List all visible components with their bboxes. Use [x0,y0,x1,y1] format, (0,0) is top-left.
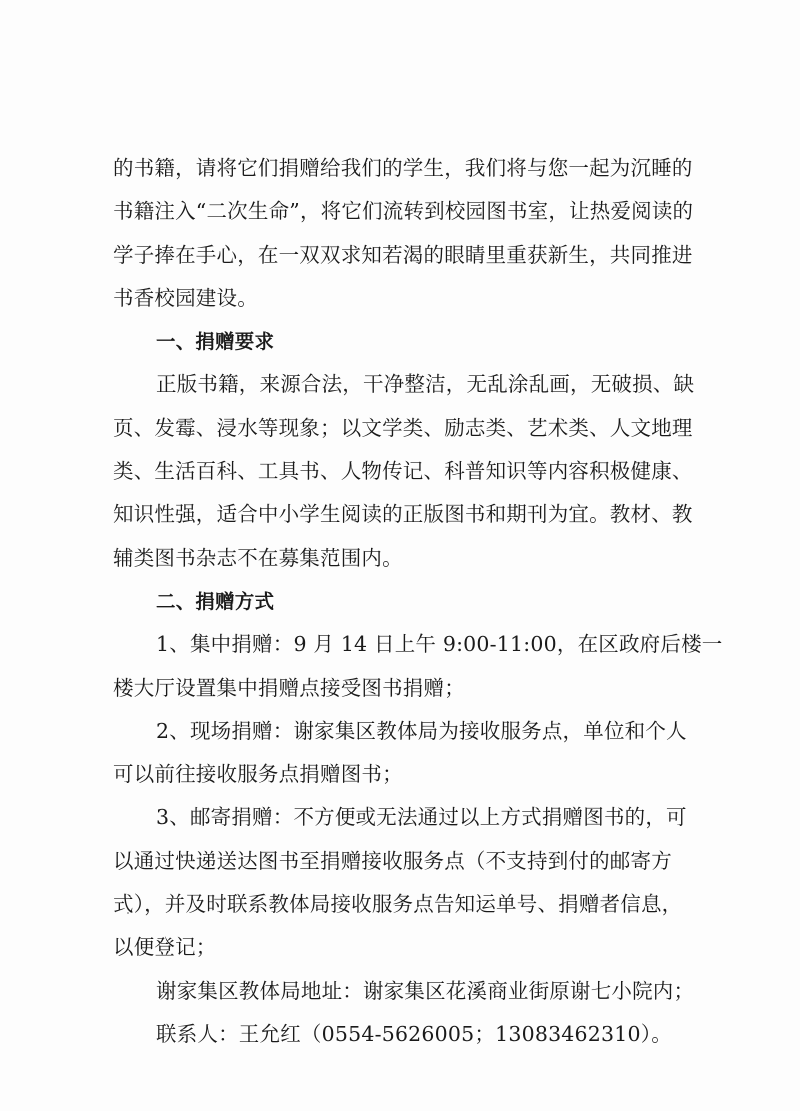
paragraph-line: 正版书籍，来源合法，干净整洁，无乱涂乱画，无破损、缺 [156,372,695,397]
paragraph-line: 以通过快递送达图书至捐赠接收服务点（不支持到付的邮寄方 [113,848,672,873]
paragraph-line: 可以前往接收服务点捐赠图书； [113,762,403,787]
address-line: 谢家集区教体局地址：谢家集区花溪商业街原谢七小院内； [156,978,695,1003]
paragraph-line: 的书籍，请将它们捐赠给我们的学生，我们将与您一起为沉睡的 [113,156,693,180]
paragraph-line: 书香校园建设。 [113,285,258,310]
paragraph-line: 页、发霉、浸水等现象；以文学类、励志类、艺术类、人文地理 [113,415,693,440]
paragraph-line: 书籍注入“二次生命”，将它们流转到校园图书室，让热爱阅读的 [113,199,694,224]
method-item-mail [113,796,693,969]
document-body [113,147,723,1056]
paragraph-line: 知识性强，适合中小学生阅读的正版图书和期刊为宜。教材、教 [113,502,693,527]
method-item-centralized [113,623,723,710]
requirements-paragraph [113,363,693,579]
intro-paragraph [113,147,693,320]
section-heading-requirements: 一、捐赠要求 [156,330,275,354]
paragraph-line: 1、集中捐赠：9 月 14 日上午 9:00-11:00，在区政府后楼一 [156,632,723,657]
paragraph-line: 类、生活百科、工具书、人物传记、科普知识等内容积极健康、 [113,459,693,484]
contact-line: 联系人：王允红（0554-5626005；13083462310）。 [156,1021,672,1046]
paragraph-line: 3、邮寄捐赠：不方便或无法通过以上方式捐赠图书的，可 [156,805,687,830]
method-item-onsite [113,710,693,797]
paragraph-line: 楼大厅设置集中捐赠点接受图书捐赠； [113,675,465,700]
paragraph-line: 辅类图书杂志不在募集范围内。 [113,545,403,570]
paragraph-line: 2、现场捐赠：谢家集区教体局为接收服务点，单位和个人 [156,718,687,743]
paragraph-line: 以便登记； [113,935,217,960]
paragraph-line: 式），并及时联系教体局接收服务点告知运单号、捐赠者信息， [113,892,683,917]
paragraph-line: 学子捧在手心，在一双双求知若渴的眼睛里重获新生，共同推进 [113,242,693,267]
section-heading-methods: 二、捐赠方式 [156,589,275,613]
